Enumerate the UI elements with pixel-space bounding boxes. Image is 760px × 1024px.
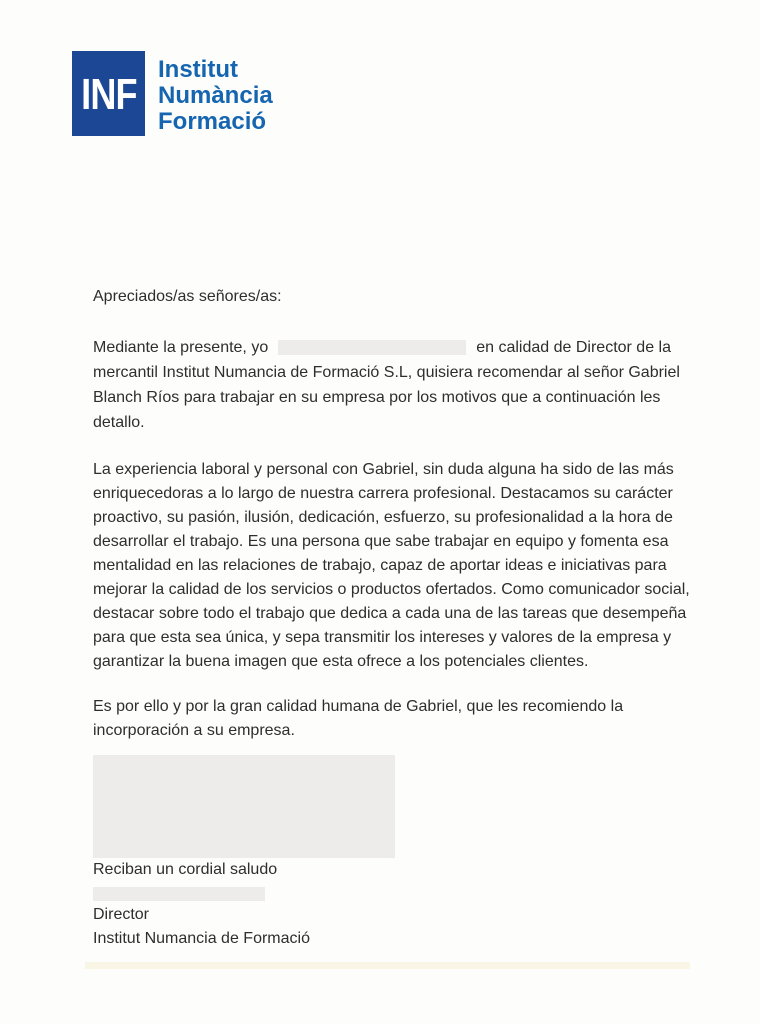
- paragraph-2-line-3: proactivo, su pasión, ilusión, dedicación, esfuerzo, su profesionalidad a la hora de: [93, 509, 673, 526]
- signature-organization: [93, 927, 310, 951]
- paragraph-3-line-2: incorporación a su empresa.: [93, 722, 295, 739]
- paragraph-1-line-4: detallo.: [93, 414, 145, 431]
- paragraph-1-line-3: Blanch Ríos para trabajar en su empresa por los motivos que a continuación les: [93, 389, 661, 406]
- logo-wordmark-line3: Formació: [158, 108, 267, 135]
- redaction-box-signature: [93, 755, 395, 858]
- salutation-text: Apreciados/as señores/as:: [93, 288, 282, 305]
- paragraph-2-line-7: destacar sobre todo el trabajo que dedica a cada una de las tareas que desempeña: [93, 605, 687, 622]
- logo-inf-square: [72, 51, 145, 136]
- paragraph-2-line-8: para que esta sea única, y sepa transmitir los intereses y valores de la empresa y: [93, 629, 672, 646]
- paragraph-1-line-1-after: en calidad de Director de la: [476, 339, 671, 356]
- logo-wordmark-line1: Institut: [158, 56, 238, 83]
- paragraph-1-line-2: mercantil Institut Numancia de Formació S.L, quisiera recomendar al señor Gabriel: [93, 364, 680, 381]
- logo-wordmark: [158, 57, 318, 135]
- paragraph-3-line-1: Es por ello y por la gran calidad humana de Gabriel, que les recomiendo la: [93, 698, 624, 715]
- closing-text: Reciban un cordial saludo: [93, 861, 278, 878]
- paragraph-2-line-4: desarrollar el trabajo. Es una persona que sabe trabajar en equipo y fomenta esa: [93, 533, 669, 550]
- signature-organization-text: Institut Numancia de Formació: [93, 930, 310, 947]
- paragraph-2-line-5: mentalidad en las relaciones de trabajo, capaz de aportar ideas e iniciativas para: [93, 557, 667, 574]
- logo-wordmark-line2: Numància: [158, 82, 273, 109]
- closing-line: [93, 858, 277, 882]
- scan-artifact-band: [85, 962, 690, 969]
- paragraph-1: [93, 335, 680, 435]
- salutation: [93, 284, 282, 309]
- paragraph-2-line-1: La experiencia laboral y personal con Gabriel, sin duda alguna ha sido de las más: [93, 461, 674, 478]
- paragraph-2-line-6: mejorar la calidad de los servicios o productos ofertados. Como comunicador social,: [93, 581, 690, 598]
- signature-title: [93, 903, 149, 927]
- paragraph-1-line-1: [93, 335, 680, 360]
- signature-title-text: Director: [93, 906, 150, 923]
- paragraph-2-line-9: garantizar la buena imagen que esta ofrece a los potenciales clientes.: [93, 653, 589, 670]
- paragraph-2: [93, 458, 690, 674]
- logo-monogram-text: INF: [80, 69, 137, 119]
- paragraph-2-line-2: enriquecedoras a lo largo de nuestra carrera profesional. Destacamos su carácter: [93, 485, 673, 502]
- redaction-box-name: [278, 340, 466, 355]
- paragraph-1-line-1-before: Mediante la presente, yo: [93, 339, 269, 356]
- paragraph-3: [93, 695, 623, 743]
- redaction-box-signer-name: [93, 887, 265, 901]
